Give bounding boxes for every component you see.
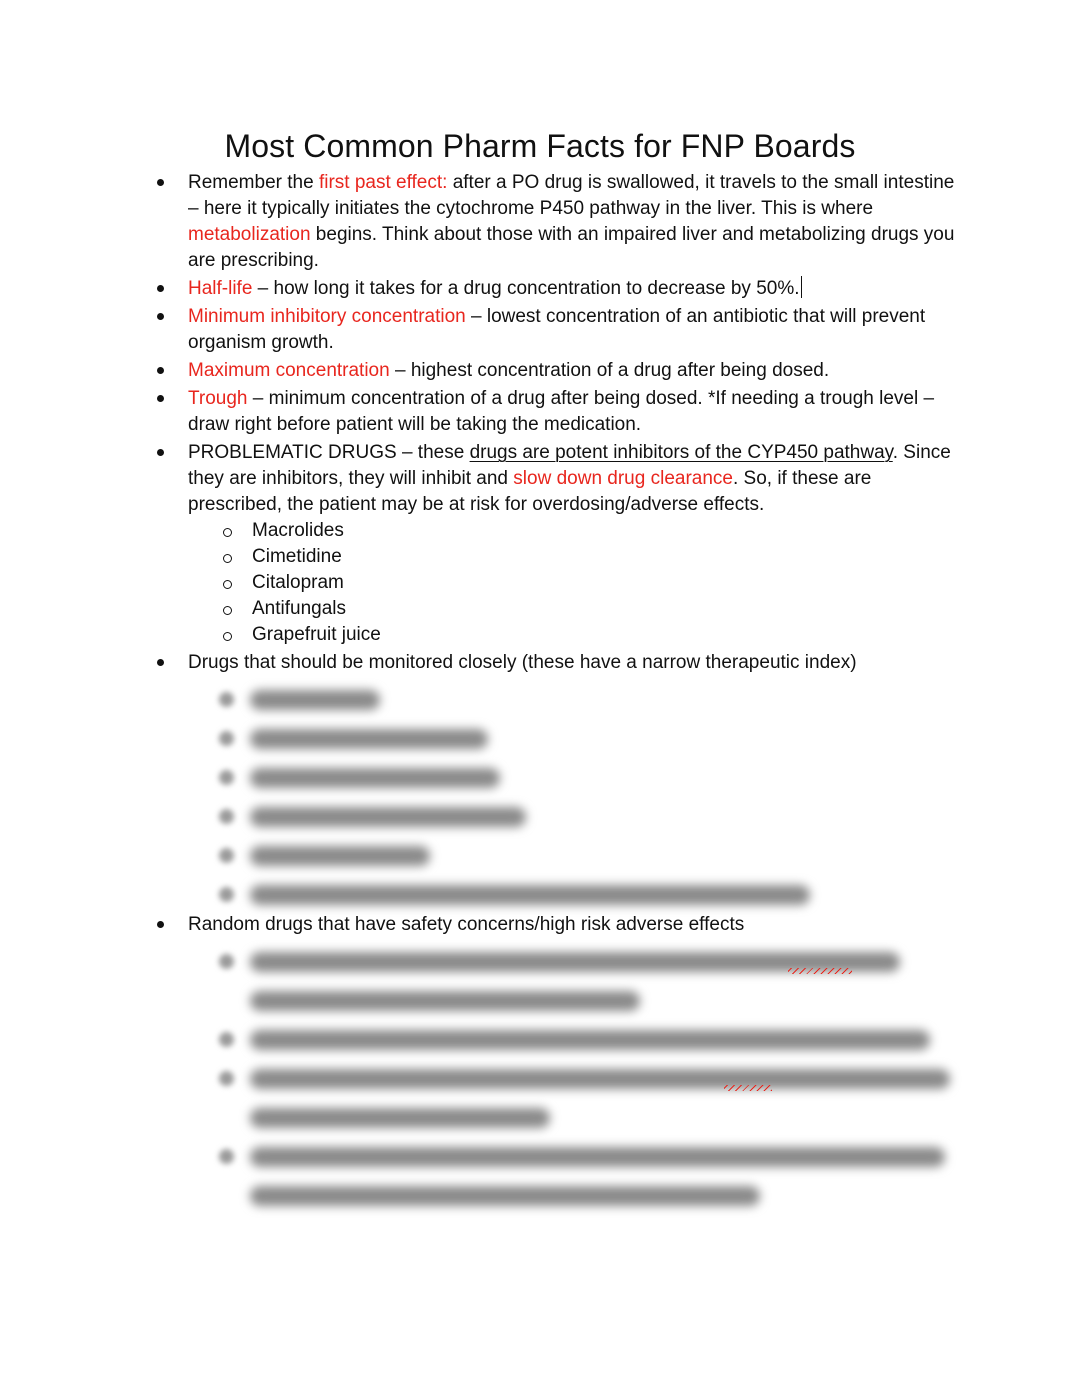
redacted-text — [250, 1108, 550, 1128]
spelling-underline — [788, 968, 852, 974]
text-cursor — [801, 276, 802, 298]
redacted-text — [250, 1186, 760, 1206]
blurred-item — [188, 836, 962, 875]
sub-item: Grapefruit juice — [188, 622, 962, 648]
blurred-item — [188, 797, 962, 836]
sub-item: Macrolides — [188, 518, 962, 544]
term-half-life: Half-life — [188, 278, 253, 299]
list-item-trough: Trough – minimum concentration of a drug after being dosed. *If needing a trough level – draw right before patient will be taking the medication. — [0, 386, 1080, 438]
underlined-phrase: drugs are potent inhibitors of the CYP450 pathway — [469, 442, 893, 463]
document-title: Most Common Pharm Facts for FNP Boards — [224, 128, 856, 164]
redacted-text — [250, 846, 430, 866]
redacted-text — [250, 1147, 945, 1167]
redacted-text — [250, 1069, 950, 1089]
term-slow-clearance: slow down drug clearance — [513, 468, 733, 489]
sub-item: Cimetidine — [188, 544, 962, 570]
term-min-inhibitory: Minimum inhibitory concentration — [188, 306, 466, 327]
blurred-item — [188, 1059, 962, 1137]
blurred-item — [188, 758, 962, 797]
redacted-text — [250, 729, 488, 749]
term-trough: Trough — [188, 388, 248, 409]
term-first-pass-effect: first past effect: — [318, 172, 448, 193]
sub-item: Citalopram — [188, 570, 962, 596]
blurred-item — [188, 1020, 962, 1059]
sub-item: Antifungals — [188, 596, 962, 622]
redacted-text — [250, 1030, 930, 1050]
list-item-half-life: Half-life – how long it takes for a drug concentration to decrease by 50%. — [0, 276, 1080, 302]
redacted-text — [250, 885, 810, 905]
blurred-item — [188, 680, 962, 719]
list-item-max-concentration: Maximum concentration – highest concentration of a drug after being dosed. — [0, 358, 1080, 384]
problematic-drug-sublist — [188, 518, 962, 648]
blurred-sublist — [188, 680, 962, 914]
blurred-sublist — [188, 942, 962, 1215]
term-metabolization: metabolization — [188, 224, 311, 245]
list-item-first-pass: Remember the first past effect: after a PO drug is swallowed, it travels to the small intestine – here it typically initiates the cytochrome P450 pathway in the liver. This is where metabolization begins. Think about those with an impaired liver and metabolizing drugs you are prescribing. — [0, 170, 1080, 274]
blurred-item — [188, 942, 962, 1020]
list-item-monitored-drugs: Drugs that should be monitored closely (these have a narrow therapeutic index) — [0, 650, 1080, 914]
spelling-underline — [724, 1085, 772, 1091]
blurred-item — [188, 1137, 962, 1215]
redacted-text — [250, 991, 640, 1011]
redacted-text — [250, 768, 500, 788]
blurred-item — [188, 875, 962, 914]
fact-list — [0, 170, 1080, 1217]
list-item-random-drugs: Random drugs that have safety concerns/high risk adverse effects — [0, 912, 1080, 1215]
list-item-min-inhibitory: Minimum inhibitory concentration – lowest concentration of an antibiotic that will prevent organism growth. — [0, 304, 1080, 356]
blurred-item — [188, 719, 962, 758]
list-item-problematic-drugs: PROBLEMATIC DRUGS – these drugs are potent inhibitors of the CYP450 pathway. Since they are inhibitors, they will inhibit and slow down drug clearance. So, if these are prescribed, the patient may be at risk for overdosing/adverse effects. Macrolides Cimetidine Citalopram Antifungals Grapefruit juice — [0, 440, 1080, 648]
term-max-concentration: Maximum concentration — [188, 360, 390, 381]
redacted-text — [250, 690, 380, 710]
redacted-text — [250, 807, 526, 827]
